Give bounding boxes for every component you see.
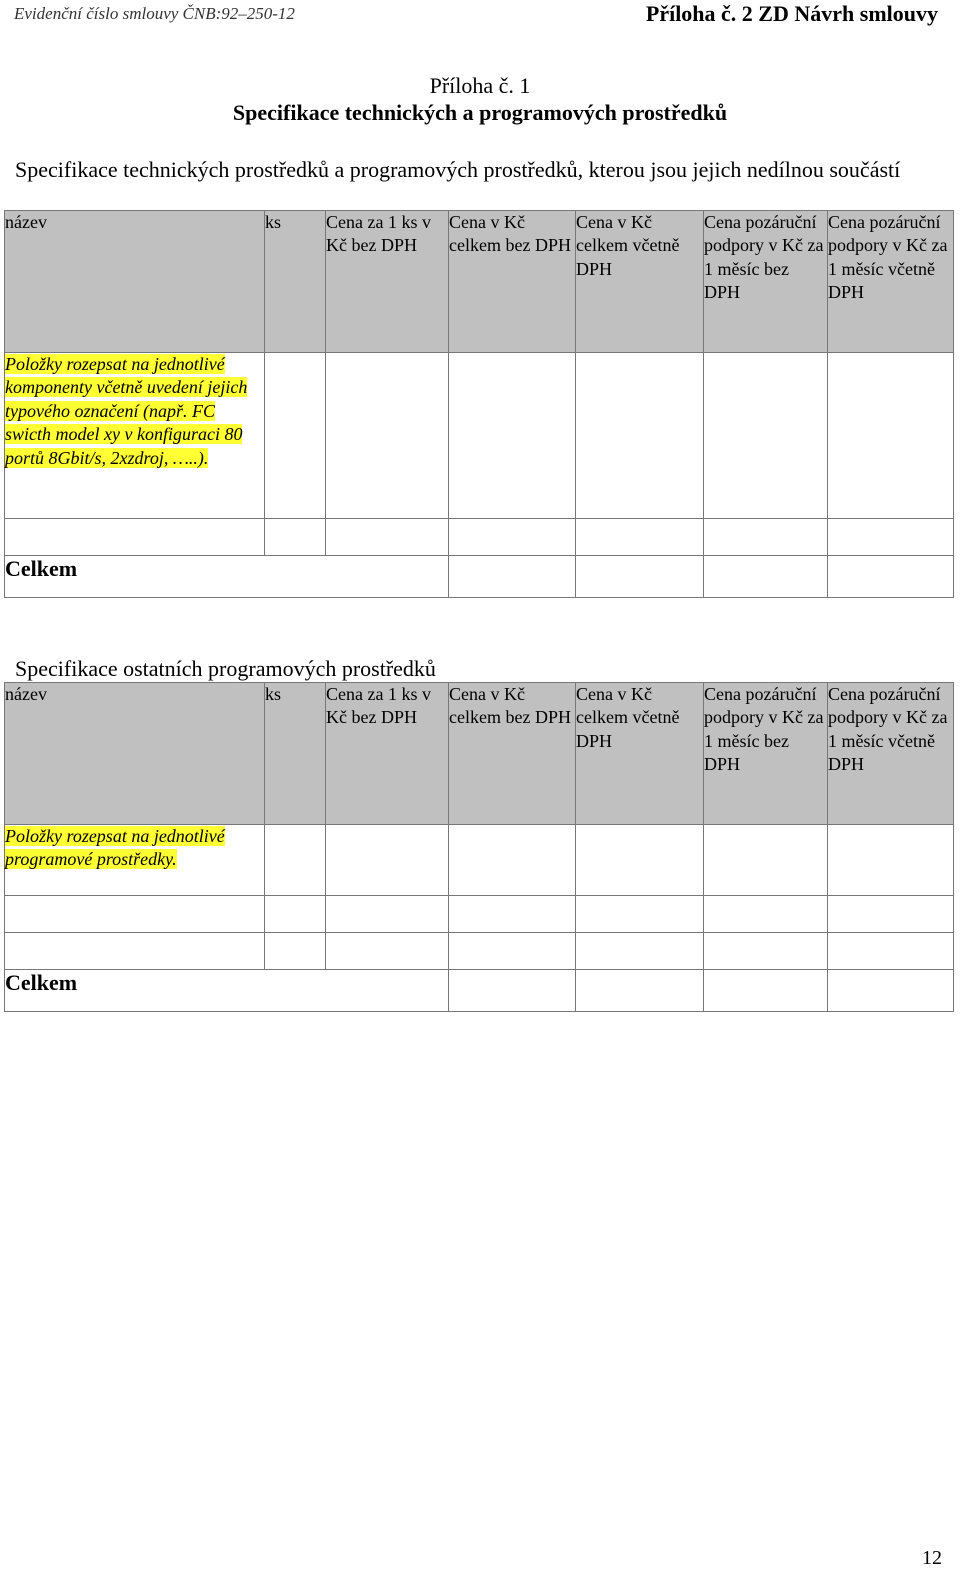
table-row <box>5 896 954 933</box>
unit-price-cell[interactable] <box>326 825 449 896</box>
column-header-qty: ks <box>265 211 326 353</box>
hardware-spec-table <box>4 210 954 598</box>
support-excl-vat-cell[interactable] <box>704 896 828 933</box>
support-excl-vat-cell[interactable] <box>704 825 828 896</box>
section2-label: Specifikace ostatních programových prostředků <box>15 656 436 681</box>
support-incl-vat-cell[interactable] <box>828 519 954 556</box>
item-note: Položky rozepsat na jednotlivé komponenty včetně uvedení jejich typového označení (např. FC swicth model xy v konfiguraci 80 portů 8Gbit/s, 2xzdroj, …..). <box>5 354 248 468</box>
qty-cell[interactable] <box>265 825 326 896</box>
software-spec-table <box>4 682 954 1012</box>
total-incl-vat-cell[interactable] <box>576 353 704 519</box>
table-row <box>5 933 954 970</box>
total-incl-vat-cell[interactable] <box>576 933 704 970</box>
column-header-qty: ks <box>265 683 326 825</box>
support-excl-vat-cell[interactable] <box>704 519 828 556</box>
column-header-name: název <box>5 211 265 353</box>
total-excl-vat-cell[interactable] <box>449 933 576 970</box>
total-excl-vat-cell[interactable] <box>449 519 576 556</box>
table-header-row <box>5 683 954 825</box>
column-header-support-excl-vat: Cena pozáruční podpory v Kč za 1 měsíc bez DPH <box>704 211 828 353</box>
annex-label: Příloha č. 1 <box>429 73 531 98</box>
table-row <box>5 353 954 519</box>
total-label: Celkem <box>5 556 449 598</box>
name-cell[interactable] <box>5 896 265 933</box>
total-row <box>5 970 954 1012</box>
column-header-total-excl-vat: Cena v Kč celkem bez DPH <box>449 683 576 825</box>
unit-price-cell[interactable] <box>326 896 449 933</box>
support-excl-vat-cell[interactable] <box>704 933 828 970</box>
column-header-total-excl-vat: Cena v Kč celkem bez DPH <box>449 211 576 353</box>
column-header-total-incl-vat: Cena v Kč celkem včetně DPH <box>576 683 704 825</box>
section1-label: Specifikace technických prostředků a programových prostředků, kterou jsou jejich nedílnou součástí <box>15 157 901 182</box>
column-header-unit-price: Cena za 1 ks v Kč bez DPH <box>326 211 449 353</box>
total-incl-vat-cell[interactable] <box>576 970 704 1012</box>
support-incl-vat-cell[interactable] <box>828 933 954 970</box>
qty-cell[interactable] <box>265 896 326 933</box>
column-header-name: název <box>5 683 265 825</box>
item-note: Položky rozepsat na jednotlivé programové prostředky. <box>5 826 225 870</box>
support-incl-vat-cell[interactable] <box>828 896 954 933</box>
total-excl-vat-cell[interactable] <box>449 896 576 933</box>
name-cell[interactable] <box>5 933 265 970</box>
qty-cell[interactable] <box>265 933 326 970</box>
total-excl-vat-cell[interactable] <box>449 825 576 896</box>
total-excl-vat-cell[interactable] <box>449 970 576 1012</box>
total-incl-vat-cell[interactable] <box>576 556 704 598</box>
support-incl-vat-cell[interactable] <box>828 556 954 598</box>
total-excl-vat-cell[interactable] <box>449 556 576 598</box>
support-excl-vat-cell[interactable] <box>704 556 828 598</box>
table-row <box>5 825 954 896</box>
unit-price-cell[interactable] <box>326 519 449 556</box>
support-excl-vat-cell[interactable] <box>704 970 828 1012</box>
unit-price-cell[interactable] <box>326 933 449 970</box>
total-incl-vat-cell[interactable] <box>576 825 704 896</box>
column-header-unit-price: Cena za 1 ks v Kč bez DPH <box>326 683 449 825</box>
item-note-cell <box>5 353 265 519</box>
attachment-label: Příloha č. 2 ZD Návrh smlouvy <box>645 1 938 26</box>
qty-cell[interactable] <box>265 353 326 519</box>
annex-title: Specifikace technických a programových prostředků <box>232 100 728 125</box>
page-number: 12 <box>922 1547 942 1569</box>
total-label: Celkem <box>5 970 449 1012</box>
qty-cell[interactable] <box>265 519 326 556</box>
total-incl-vat-cell[interactable] <box>576 519 704 556</box>
table-row <box>5 519 954 556</box>
contract-number: Evidenční číslo smlouvy ČNB:92–250-12 <box>14 4 295 23</box>
support-excl-vat-cell[interactable] <box>704 353 828 519</box>
support-incl-vat-cell[interactable] <box>828 970 954 1012</box>
total-row <box>5 556 954 598</box>
total-excl-vat-cell[interactable] <box>449 353 576 519</box>
column-header-support-incl-vat: Cena pozáruční podpory v Kč za 1 měsíc včetně DPH <box>828 683 954 825</box>
name-cell[interactable] <box>5 519 265 556</box>
support-incl-vat-cell[interactable] <box>828 825 954 896</box>
total-incl-vat-cell[interactable] <box>576 896 704 933</box>
unit-price-cell[interactable] <box>326 353 449 519</box>
column-header-support-excl-vat: Cena pozáruční podpory v Kč za 1 měsíc bez DPH <box>704 683 828 825</box>
support-incl-vat-cell[interactable] <box>828 353 954 519</box>
table-header-row <box>5 211 954 353</box>
column-header-support-incl-vat: Cena pozáruční podpory v Kč za 1 měsíc včetně DPH <box>828 211 954 353</box>
item-note-cell <box>5 825 265 896</box>
column-header-total-incl-vat: Cena v Kč celkem včetně DPH <box>576 211 704 353</box>
